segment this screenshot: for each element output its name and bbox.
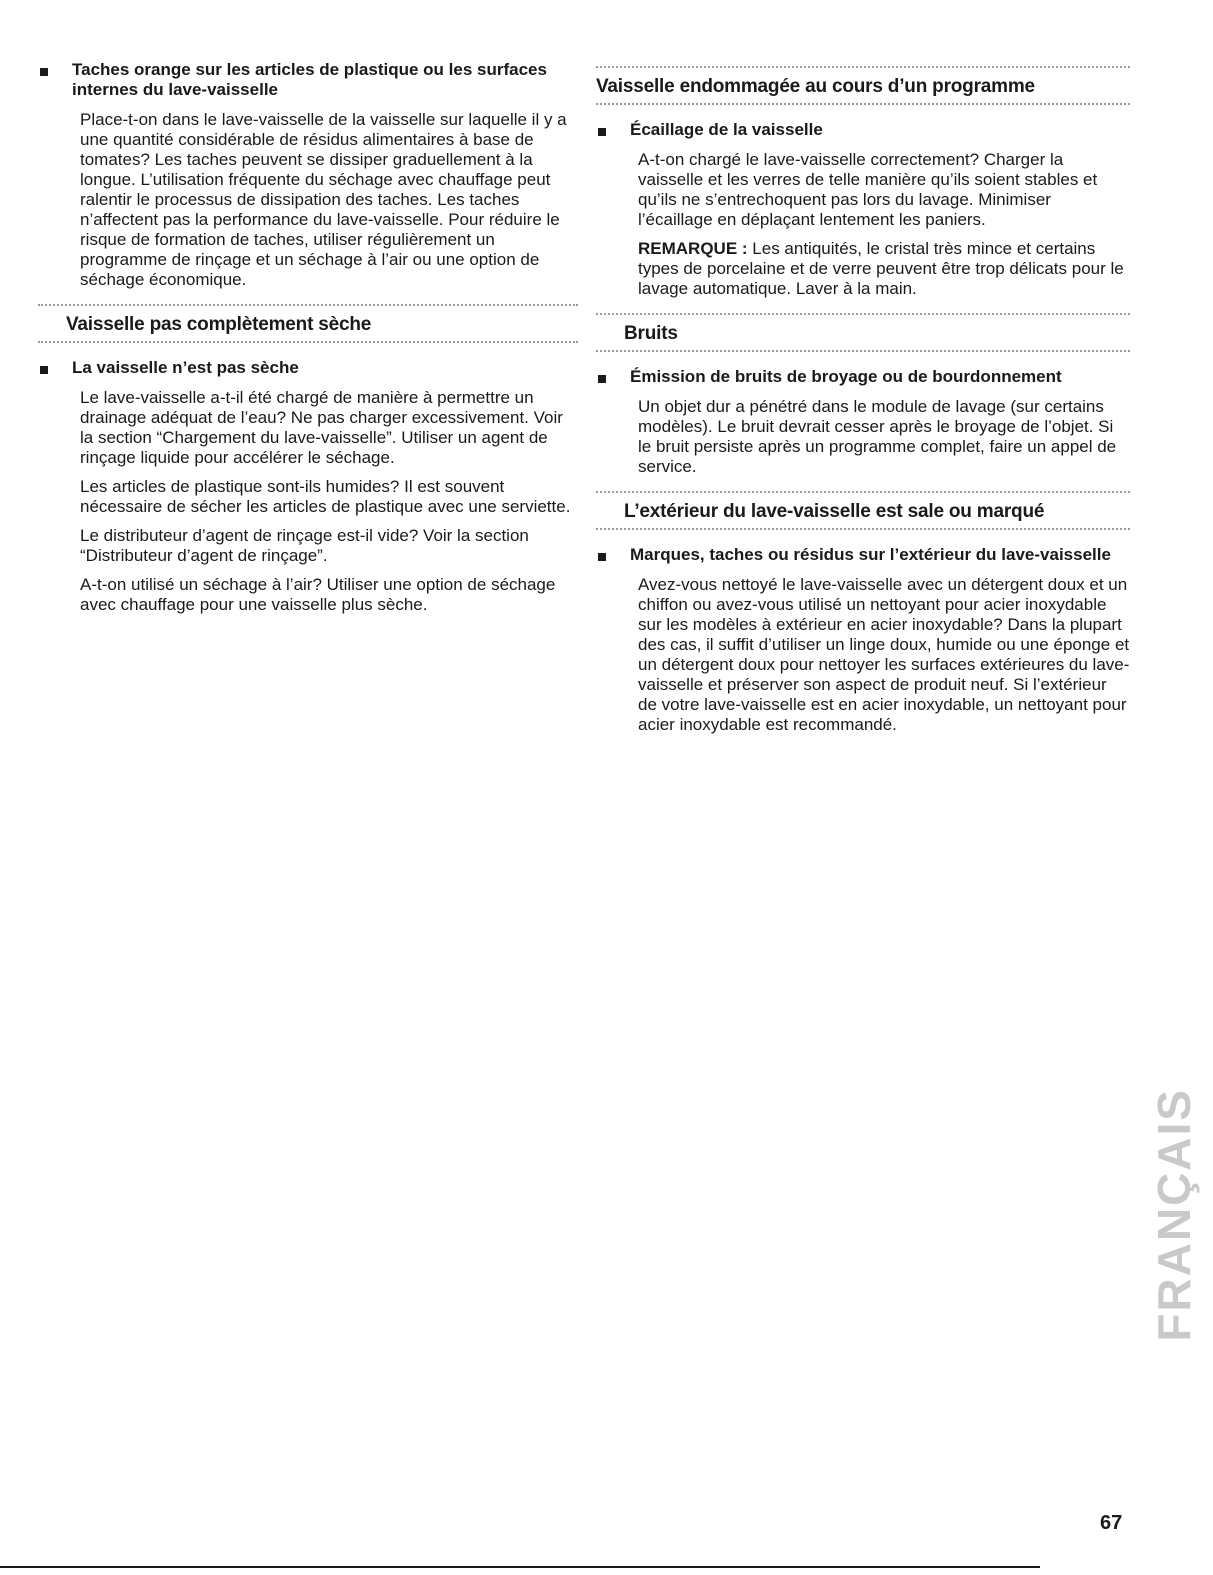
language-tab — [1150, 1080, 1198, 1350]
bullet-heading — [596, 545, 1130, 565]
section-header — [38, 304, 578, 346]
paragraph: Avez-vous nettoyé le lave-vaisselle avec un détergent doux et un chiffon ou avez-vous utilisé un nettoyant pour acier inoxydable sur les modèles à extérieur en acier inoxydable? Dans la plupart des cas, il suffit d’utiliser un linge doux, humide ou une éponge et un détergent doux pour nettoyer les surfaces extérieures du lave-vaisselle et préserver son aspect de produit neuf. Si l’extérieur de votre lave-vaisselle est en acier inoxydable, un nettoyant pour acier inoxydable est recommandé. — [638, 575, 1130, 734]
dotted-divider — [596, 103, 1130, 108]
note-text: Les antiquités, le cristal très mince et certains types de porcelaine et de verre peuvent être trop délicats pour le lavage automatique. Laver à la main. — [638, 239, 1124, 298]
bullet-heading — [38, 60, 578, 100]
bullet-square-icon — [40, 366, 48, 374]
section-title: Vaisselle pas complètement sèche — [66, 314, 372, 335]
dotted-divider — [596, 313, 1130, 318]
bullet-title: Émission de bruits de broyage ou de bourdonnement — [630, 367, 1062, 386]
dotted-divider — [596, 491, 1130, 496]
bullet-title: Taches orange sur les articles de plastique ou les surfaces internes du lave-vaisselle — [72, 60, 547, 99]
bullet-heading — [596, 120, 1130, 140]
dotted-divider — [596, 66, 1130, 71]
bullet-heading — [596, 367, 1130, 387]
paragraph: Le lave-vaisselle a-t-il été chargé de manière à permettre un drainage adéquat de l’eau? Ne pas charger excessivement. Voir la section “Chargement du lave-vaisselle”. Utiliser un agent de rinçage liquide pour accélérer le séchage. — [80, 388, 563, 467]
section-title: L’extérieur du lave-vaisselle est sale ou marqué — [624, 501, 1045, 522]
right-column — [596, 60, 1130, 744]
paragraph: Un objet dur a pénétré dans le module de lavage (sur certains modèles). Le bruit devrait cesser après le broyage de l’objet. Si le bruit persiste après un programme complet, faire un appel de service. — [638, 397, 1117, 476]
bullet-title: Marques, taches ou résidus sur l’extérieur du lave-vaisselle — [630, 545, 1111, 564]
section-header — [596, 66, 1130, 108]
dotted-divider — [38, 341, 578, 346]
dotted-divider — [596, 350, 1130, 355]
bullet-title: La vaisselle n’est pas sèche — [72, 358, 299, 377]
paragraph: Les articles de plastique sont-ils humides? Il est souvent nécessaire de sécher les articles de plastique avec une serviette. — [80, 477, 571, 516]
bottom-divider — [0, 1566, 1040, 1568]
page-number: 67 — [1100, 1512, 1123, 1534]
bullet-square-icon — [40, 68, 48, 76]
bullet-heading — [38, 358, 578, 378]
paragraph: A-t-on chargé le lave-vaisselle correctement? Charger la vaisselle et les verres de telle manière qu’ils soient stables et qu’ils ne s’entrechoquent pas lors du lavage. Minimiser l’écaillage en déplaçant lentement les paniers. — [638, 150, 1098, 229]
note-label: REMARQUE : — [638, 239, 748, 258]
section-title: Vaisselle endommagée au cours d’un programme — [596, 76, 1035, 97]
bullet-square-icon — [598, 128, 606, 136]
paragraph: A-t-on utilisé un séchage à l’air? Utiliser une option de séchage avec chauffage pour une vaisselle plus sèche. — [80, 575, 556, 614]
note-paragraph — [638, 239, 1130, 299]
paragraph: Le distributeur d’agent de rinçage est-il vide? Voir la section “Distributeur d’agent de rinçage”. — [80, 526, 529, 565]
paragraph: Place-t-on dans le lave-vaisselle de la vaisselle sur laquelle il y a une quantité considérable de résidus alimentaires à base de tomates? Les taches peuvent se dissiper graduellement à la longue. L’utilisation fréquente du séchage avec chauffage peut ralentir le processus de dissipation des taches. Les taches n’affectent pas la performance du lave-vaisselle. Pour réduire le risque de formation de taches, utiliser régulièrement un programme de rinçage et un séchage à l’air ou une option de séchage économique. — [80, 110, 567, 289]
section-header — [596, 491, 1130, 533]
dotted-divider — [38, 304, 578, 309]
language-tab-label: FRANÇAIS — [1148, 1088, 1200, 1342]
bullet-title: Écaillage de la vaisselle — [630, 120, 823, 139]
left-column — [38, 60, 578, 624]
bullet-square-icon — [598, 375, 606, 383]
section-header — [596, 313, 1130, 355]
section-title: Bruits — [624, 323, 678, 344]
bullet-square-icon — [598, 553, 606, 561]
dotted-divider — [596, 528, 1130, 533]
